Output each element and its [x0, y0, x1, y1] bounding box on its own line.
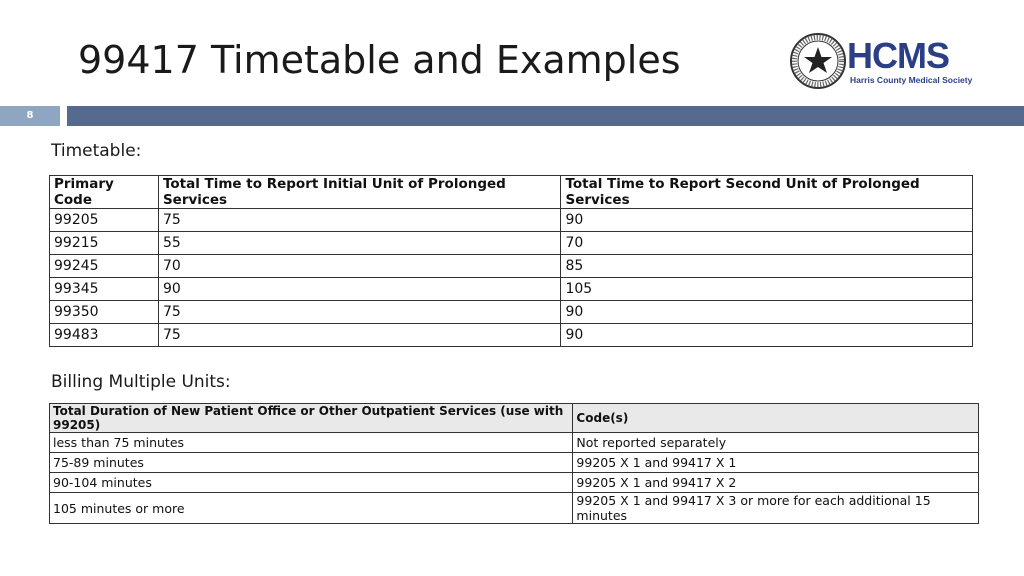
table-header-row	[50, 404, 979, 433]
billing-label: Billing Multiple Units:	[51, 372, 231, 392]
logo-subtext: Harris County Medical Society	[850, 75, 973, 85]
table-cell: Not reported separately	[573, 433, 979, 453]
seal-icon	[790, 33, 846, 89]
table-cell: less than 75 minutes	[50, 433, 573, 453]
table-cell: 99205	[50, 209, 159, 232]
table-cell: 75-89 minutes	[50, 453, 573, 473]
table-cell: 75	[158, 301, 561, 324]
table-row	[50, 255, 973, 278]
page-title: 99417 Timetable and Examples	[78, 38, 681, 82]
column-header: Total Time to Report Initial Unit of Prolonged Services	[158, 176, 561, 209]
table-cell: 99205 X 1 and 99417 X 2	[573, 473, 979, 493]
table-row	[50, 278, 973, 301]
table-cell: 99205 X 1 and 99417 X 3 or more for each additional 15 minutes	[573, 493, 979, 524]
table-cell: 99483	[50, 324, 159, 347]
billing-table	[49, 403, 979, 524]
slide-number: 8	[0, 106, 60, 126]
table-row	[50, 473, 979, 493]
table-row	[50, 324, 973, 347]
timetable-table	[49, 175, 973, 347]
table-cell: 105 minutes or more	[50, 493, 573, 524]
table-cell: 99215	[50, 232, 159, 255]
table-cell: 90	[561, 324, 973, 347]
table-cell: 75	[158, 209, 561, 232]
hcms-logo	[790, 33, 973, 91]
table-cell: 105	[561, 278, 973, 301]
table-row	[50, 493, 979, 524]
table-row	[50, 453, 979, 473]
table-cell: 90	[561, 209, 973, 232]
table-cell: 90	[561, 301, 973, 324]
table-cell: 55	[158, 232, 561, 255]
table-cell: 99245	[50, 255, 159, 278]
table-cell: 99345	[50, 278, 159, 301]
table-row	[50, 301, 973, 324]
header-divider-bar	[67, 106, 1024, 126]
table-cell: 85	[561, 255, 973, 278]
table-header-row	[50, 176, 973, 209]
table-cell: 75	[158, 324, 561, 347]
table-cell: 90-104 minutes	[50, 473, 573, 493]
table-row	[50, 433, 979, 453]
column-header: Code(s)	[573, 404, 979, 433]
column-header: Total Duration of New Patient Office or Other Outpatient Services (use with 99205)	[50, 404, 573, 433]
table-cell: 70	[158, 255, 561, 278]
logo-text: HCMS	[847, 35, 949, 76]
table-cell: 99205 X 1 and 99417 X 1	[573, 453, 979, 473]
timetable-label: Timetable:	[51, 141, 142, 161]
table-row	[50, 209, 973, 232]
table-cell: 90	[158, 278, 561, 301]
column-header: Total Time to Report Second Unit of Prolonged Services	[561, 176, 973, 209]
table-cell: 70	[561, 232, 973, 255]
table-cell: 99350	[50, 301, 159, 324]
table-row	[50, 232, 973, 255]
column-header: Primary Code	[50, 176, 159, 209]
